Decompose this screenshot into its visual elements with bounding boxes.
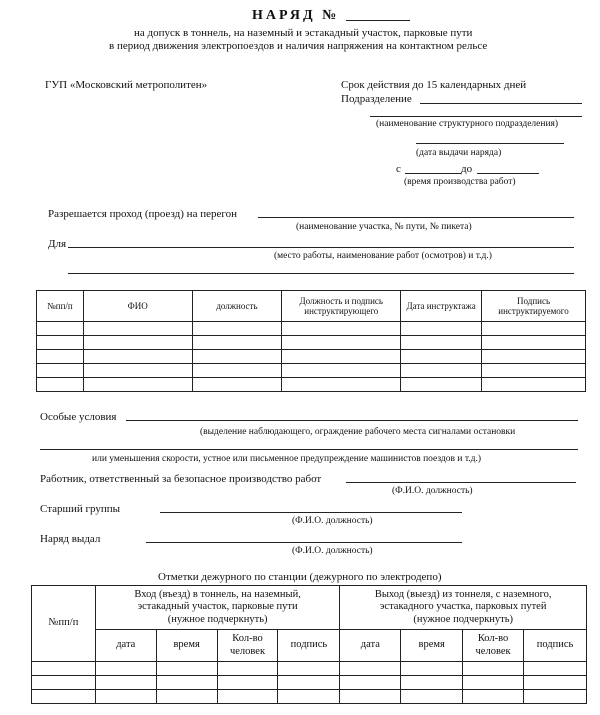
table-cell[interactable] [482, 336, 586, 350]
duty-col-header-number: №пп/п [32, 586, 96, 662]
special-conditions-hint-1: (выделение наблюдающего, ограждение рабочего места сигналами остановки [200, 427, 516, 437]
entry-time-header: время [156, 630, 217, 662]
entry-count-header: Кол-во человек [217, 630, 278, 662]
table-cell[interactable] [278, 662, 340, 676]
table-cell[interactable] [156, 690, 217, 704]
entry-header-line-2: эстакадный участок, парковые пути [137, 601, 298, 613]
table-cell[interactable] [95, 676, 156, 690]
exit-header-line-1: Выход (выезд) из тоннеля, с наземного, [374, 589, 552, 601]
briefing-table [36, 290, 586, 392]
for-hint: (место работы, наименование работ (осмотров) и т.д.) [274, 251, 492, 261]
briefing-header-row [37, 291, 586, 322]
table-cell[interactable] [282, 322, 401, 336]
responsible-field[interactable] [346, 482, 576, 483]
entry-date-header: дата [95, 630, 156, 662]
exit-date-header: дата [340, 630, 401, 662]
col-header-instructor: Должность и подпись инструктирующего [282, 291, 401, 322]
exit-header-line-2: эстакадного участка, парковых путей [379, 601, 547, 613]
pass-hint: (наименование участка, № пути, № пикета) [296, 222, 472, 232]
responsible-hint: (Ф.И.О. должность) [392, 486, 473, 496]
table-cell[interactable] [32, 690, 96, 704]
table-cell[interactable] [192, 378, 282, 392]
issued-by-label: Наряд выдал [40, 533, 101, 545]
issued-by-field[interactable] [146, 542, 462, 543]
table-cell[interactable] [401, 336, 482, 350]
table-cell[interactable] [156, 676, 217, 690]
table-cell[interactable] [217, 676, 278, 690]
table-row [37, 350, 586, 364]
table-cell[interactable] [524, 690, 587, 704]
pass-field[interactable] [258, 217, 574, 218]
time-from-field[interactable] [405, 173, 461, 174]
table-cell[interactable] [282, 350, 401, 364]
table-cell[interactable] [217, 662, 278, 676]
table-row [32, 676, 587, 690]
table-cell[interactable] [482, 378, 586, 392]
col-header-fio: ФИО [83, 291, 192, 322]
table-row [37, 322, 586, 336]
table-cell[interactable] [217, 690, 278, 704]
issue-date-hint: (дата выдачи наряда) [416, 148, 502, 158]
senior-hint: (Ф.И.О. должность) [292, 516, 373, 526]
senior-field[interactable] [160, 512, 462, 513]
table-cell[interactable] [192, 364, 282, 378]
table-cell[interactable] [282, 364, 401, 378]
table-cell[interactable] [282, 378, 401, 392]
table-cell[interactable] [83, 322, 192, 336]
table-cell[interactable] [278, 676, 340, 690]
special-conditions-label: Особые условия [40, 411, 117, 423]
department-hint: (наименование структурного подразделения) [376, 119, 559, 129]
for-field-2[interactable] [68, 273, 574, 274]
order-number-field[interactable] [346, 20, 410, 21]
table-cell[interactable] [340, 690, 401, 704]
table-cell[interactable] [192, 336, 282, 350]
table-cell[interactable] [401, 676, 463, 690]
table-cell[interactable] [463, 676, 524, 690]
entry-signature-header: подпись [278, 630, 340, 662]
from-label: с [396, 163, 401, 175]
special-conditions-field[interactable] [126, 420, 578, 421]
entry-header-line-3: (нужное подчеркнуть) [167, 613, 268, 625]
table-row [37, 364, 586, 378]
department-field[interactable] [420, 103, 582, 104]
duty-table-caption: Отметки дежурного по станции (дежурного по электродепо) [158, 571, 442, 583]
table-cell[interactable] [524, 676, 587, 690]
work-time-hint: (время производства работ) [404, 177, 516, 187]
issued-by-hint: (Ф.И.О. должность) [292, 546, 373, 556]
exit-header-line-3: (нужное подчеркнуть) [413, 613, 514, 625]
col-header-instructee-signature: Подпись инструктируемого [482, 291, 586, 322]
exit-header [340, 586, 587, 630]
table-cell[interactable] [83, 378, 192, 392]
duty-subheader-row [32, 630, 587, 662]
table-cell[interactable] [340, 676, 401, 690]
special-conditions-hint-2: или уменьшения скорости, устное или письменное предупреждение машинистов поездов и т.д.) [92, 454, 482, 464]
col-header-briefing-date: Дата инструктажа [401, 291, 482, 322]
table-cell[interactable] [278, 690, 340, 704]
table-row [32, 690, 587, 704]
special-conditions-field-2[interactable] [40, 449, 578, 450]
exit-count-header: Кол-во человек [463, 630, 524, 662]
table-cell[interactable] [482, 350, 586, 364]
table-cell[interactable] [37, 378, 84, 392]
table-cell[interactable] [401, 322, 482, 336]
table-cell[interactable] [192, 350, 282, 364]
document-subtitle-2: в период движения электропоездов и наличия напряжения на контактном рельсе [109, 40, 488, 52]
senior-label: Старший группы [40, 503, 121, 515]
for-field[interactable] [68, 247, 574, 248]
table-cell[interactable] [37, 364, 84, 378]
table-cell[interactable] [401, 364, 482, 378]
issue-date-field[interactable] [416, 143, 564, 144]
table-cell[interactable] [192, 322, 282, 336]
table-cell[interactable] [482, 322, 586, 336]
table-cell[interactable] [37, 350, 84, 364]
col-header-number: №пп/п [37, 291, 84, 322]
table-cell[interactable] [156, 662, 217, 676]
entry-header-line-1: Вход (въезд) в тоннель, на наземный, [134, 589, 301, 601]
table-cell[interactable] [340, 662, 401, 676]
exit-time-header: время [401, 630, 463, 662]
table-cell[interactable] [37, 336, 84, 350]
time-to-field[interactable] [477, 173, 539, 174]
table-cell[interactable] [37, 322, 84, 336]
table-cell[interactable] [83, 350, 192, 364]
duty-header-row [32, 586, 587, 630]
table-cell[interactable] [401, 378, 482, 392]
exit-signature-header: подпись [524, 630, 587, 662]
table-cell[interactable] [401, 690, 463, 704]
for-label: Для [48, 238, 67, 250]
pass-label: Разрешается проход (проезд) на перегон [48, 208, 237, 220]
table-cell[interactable] [524, 662, 587, 676]
entry-header [95, 586, 340, 630]
table-cell[interactable] [32, 662, 96, 676]
table-cell[interactable] [401, 662, 463, 676]
duty-table [31, 585, 587, 704]
to-label: до [461, 163, 473, 175]
table-row [37, 378, 586, 392]
table-cell[interactable] [83, 364, 192, 378]
table-cell[interactable] [482, 364, 586, 378]
validity-text: Срок действия до 15 календарных дней [341, 79, 527, 91]
table-cell[interactable] [83, 336, 192, 350]
table-row [32, 662, 587, 676]
table-cell[interactable] [401, 350, 482, 364]
organization-name: ГУП «Московский метрополитен» [45, 79, 208, 91]
table-cell[interactable] [95, 662, 156, 676]
table-row [37, 336, 586, 350]
table-cell[interactable] [32, 676, 96, 690]
table-cell[interactable] [463, 662, 524, 676]
col-header-position: должность [192, 291, 282, 322]
table-cell[interactable] [463, 690, 524, 704]
department-label: Подразделение [341, 93, 412, 105]
table-cell[interactable] [282, 336, 401, 350]
department-field-2[interactable] [370, 116, 582, 117]
document-subtitle-1: на допуск в тоннель, на наземный и эстакадный участок, парковые пути [134, 27, 473, 39]
document-title: НАРЯД № [252, 8, 340, 23]
table-cell[interactable] [95, 690, 156, 704]
responsible-label: Работник, ответственный за безопасное производство работ [40, 473, 322, 485]
